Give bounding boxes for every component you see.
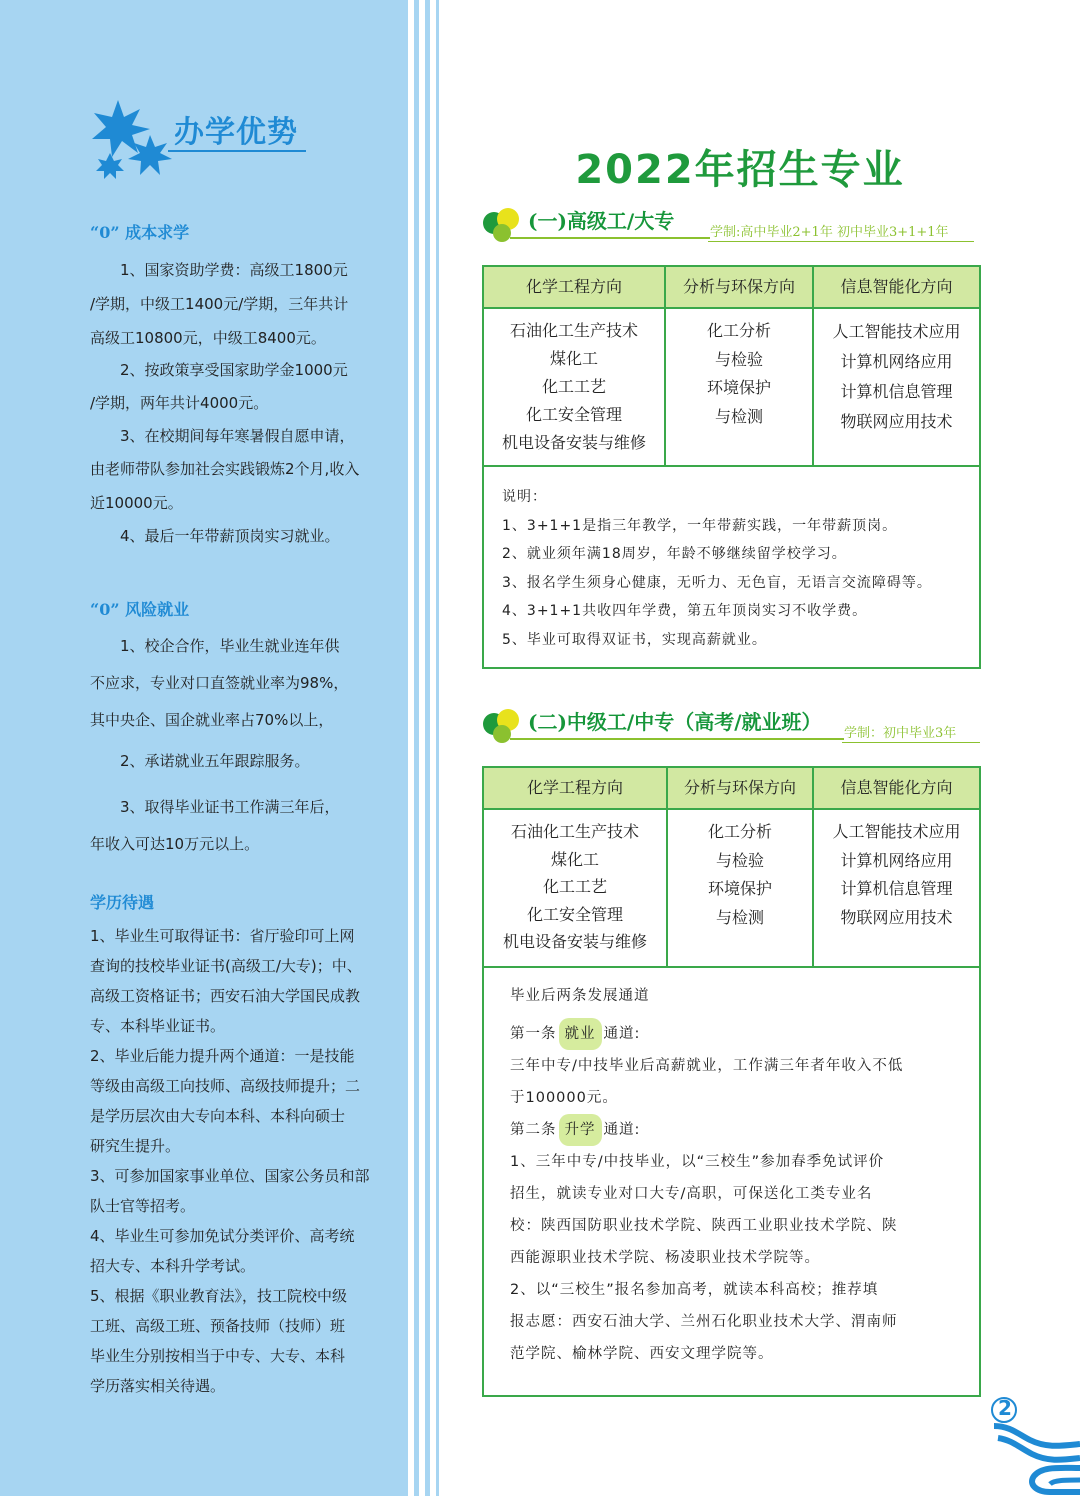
- list-line: 队士官等招考。: [90, 1197, 196, 1215]
- column-header: 化学工程方向: [526, 778, 623, 797]
- subsection-title: (二)中级工/中专（高考/就业班）: [528, 710, 822, 734]
- cell-line: 与检验: [715, 850, 764, 870]
- cell-line: 化工工艺: [541, 377, 606, 396]
- paragraph: [90, 387, 375, 421]
- label: 第一条: [510, 1026, 557, 1042]
- subsection-note: 学制:高中毕业2+1年 初中毕业3+1+1年: [710, 225, 949, 240]
- para-line: 近10000元。: [90, 493, 183, 512]
- column-header: 分析与环保方向: [682, 277, 795, 296]
- text-line: 于100000元。: [510, 1090, 618, 1106]
- circles-icon: [480, 205, 530, 245]
- para-line: 3、取得毕业证书工作满三年后，: [120, 798, 340, 816]
- underline: [842, 742, 980, 743]
- list-line: 专、本科毕业证书。: [90, 1017, 226, 1035]
- cell-line: 物联网应用技术: [840, 412, 953, 431]
- education-list: [90, 921, 380, 1401]
- highlight-badge: 升学: [559, 1114, 602, 1146]
- para-line: 高级工10800元，中级工8400元。: [90, 328, 326, 347]
- cell-line: 石油化工生产技术: [509, 321, 638, 340]
- list-line: 毕业生分别按相当于中专、大专、本科: [90, 1347, 346, 1365]
- list-line: 4、毕业生可参加免试分类评价、高考统: [90, 1227, 355, 1245]
- cell-line: 计算机网络应用: [840, 850, 953, 870]
- table-cell: [668, 818, 812, 932]
- label: 通道:: [603, 1026, 641, 1042]
- list-line: 高级工资格证书；西安石油大学国民成教: [90, 987, 361, 1005]
- list-line: 是学历层次由大专向本科、本科向硕士: [90, 1107, 346, 1125]
- cell-line: 化工安全管理: [525, 405, 622, 424]
- highlight-badge: 就业: [559, 1018, 602, 1050]
- starburst-icon: [88, 95, 188, 185]
- cell-line: 环境保护: [707, 879, 772, 898]
- pathway-text: [510, 980, 903, 1370]
- table-cell: [484, 317, 664, 457]
- label: 通道:: [603, 1122, 641, 1138]
- text-line: 范学院、榆林学院、西安文理学院等。: [510, 1346, 774, 1362]
- para-line: 1、国家资助学费：高级工1800元: [120, 261, 348, 279]
- section-heading-risk: “0” 风险就业: [90, 600, 190, 619]
- title-underline: [168, 150, 306, 152]
- cell-line: 机电设备安装与维修: [501, 433, 646, 452]
- text-line: 1、三年中专/中技毕业，以“三校生”参加春季免试评价: [510, 1154, 885, 1170]
- para-line: 其中央企、国企就业率占70%以上，: [90, 711, 334, 729]
- text-line: 4、3+1+1共收四年学费，第五年顶岗实习不收学费。: [502, 603, 868, 619]
- text-line: 校：陕西国防职业技术学院、陕西工业职业技术学院、陕: [510, 1218, 898, 1234]
- list-line: 5、根据《职业教育法》，技工院校中级: [90, 1287, 348, 1305]
- paragraph: [90, 628, 375, 739]
- cell-line: 与检测: [714, 406, 763, 426]
- cell-line: 石油化工生产技术: [510, 822, 639, 841]
- cell-line: 计算机信息管理: [840, 382, 953, 401]
- subsection-header-2: [480, 706, 980, 746]
- cell-line: 煤化工: [549, 349, 598, 368]
- label: 第二条: [510, 1122, 557, 1138]
- subsection-header-1: [480, 205, 980, 245]
- paragraph: [90, 789, 375, 863]
- text-line: 三年中专/中技毕业后高薪就业，工作满三年者年收入不低: [510, 1058, 904, 1074]
- cell-line: 与检验: [714, 349, 763, 369]
- cell-line: 化工分析: [707, 822, 772, 841]
- cell-line: 计算机信息管理: [840, 879, 953, 898]
- para-line: 2、按政策享受国家助学金1000元: [120, 361, 348, 379]
- cell-line: 环境保护: [706, 378, 771, 397]
- list-line: 等级由高级工向技师、高级技师提升；二: [90, 1077, 361, 1095]
- text-line: 3、报名学生须身心健康，无听力、无色盲，无语言交流障碍等。: [502, 574, 932, 591]
- subsection-note: 学制：初中毕业3年: [844, 726, 957, 741]
- paragraph: [90, 520, 375, 554]
- table-cell: [814, 317, 979, 437]
- para-line: 1、校企合作，毕业生就业连年供: [120, 637, 340, 655]
- cell-line: 机电设备安装与维修: [502, 932, 647, 951]
- cell-line: 化工工艺: [542, 877, 607, 896]
- para-line: /学期，两年共计4000元。: [90, 394, 269, 412]
- cell-line: 化工安全管理: [526, 904, 623, 924]
- divider-stripe: [436, 0, 439, 1496]
- paragraph: [90, 354, 375, 388]
- table-notes: [502, 483, 932, 654]
- cell-line: 人工智能技术应用: [832, 822, 961, 841]
- row-divider: [484, 465, 979, 467]
- para-line: 2、承诺就业五年跟踪服务。: [120, 752, 310, 770]
- paragraph: [90, 254, 375, 288]
- cell-line: 物联网应用技术: [840, 907, 953, 927]
- list-line: 工班、高级工班、预备技师（技师）班: [90, 1317, 346, 1335]
- column-header: 化学工程方向: [525, 277, 622, 296]
- para-line: /学期，中级工1400元/学期，三年共计: [90, 295, 349, 313]
- page-number-emblem: [990, 1396, 1080, 1496]
- page-title: 2022年招生专业: [575, 147, 905, 193]
- row-divider: [484, 966, 979, 968]
- list-line: 3、可参加国家事业单位、国家公务员和部: [90, 1167, 370, 1185]
- text-line: 2、就业须年满18周岁，年龄不够继续留学校学习。: [502, 546, 847, 562]
- column-header: 信息智能化方向: [840, 277, 953, 296]
- text-line: 西能源职业技术学院、杨凌职业技术学院等。: [510, 1250, 820, 1266]
- underline: [708, 241, 974, 242]
- cell-line: 与检测: [715, 907, 764, 927]
- list-line: 查询的技校毕业证书(高级工/大专)；中、: [90, 957, 362, 975]
- column-header: 分析与环保方向: [683, 778, 796, 797]
- cell-line: 计算机网络应用: [840, 352, 953, 371]
- underline: [510, 738, 844, 740]
- paragraph: [90, 745, 375, 779]
- underline: [510, 237, 710, 239]
- text-line: 2、以“三校生”报名参加高考，就读本科高校；推荐填: [510, 1282, 879, 1298]
- section-heading-education: 学历待遇: [90, 893, 155, 912]
- page-number: 2: [998, 1396, 1012, 1420]
- cell-line: 煤化工: [550, 849, 599, 869]
- major-table-2: [482, 766, 981, 1397]
- para-line: 4、最后一年带薪顶岗实习就业。: [120, 527, 340, 545]
- left-title: 办学优势: [174, 115, 298, 150]
- section-heading-cost: “0” 成本求学: [90, 223, 190, 242]
- paragraph: [90, 453, 375, 520]
- list-line: 招大专、本科升学考试。: [90, 1257, 256, 1275]
- para-line: 不应求，专业对口直签就业率为98%，: [90, 674, 349, 692]
- circles-icon: [480, 706, 530, 746]
- text-line: 招生，就读专业对口大专/高职，可保送化工类专业名: [510, 1186, 873, 1202]
- list-line: 研究生提升。: [90, 1137, 181, 1155]
- pathway-2-title: [510, 1114, 903, 1146]
- major-table-1: [482, 265, 981, 669]
- para-line: 由老师带队参加社会实践锻炼2个月,收入: [90, 460, 360, 478]
- table-cell: [814, 818, 979, 932]
- cell-line: 化工分析: [706, 321, 771, 340]
- list-line: 1、毕业生可取得证书：省厅验印可上网: [90, 927, 355, 945]
- text-line: 1、3+1+1是指三年教学，一年带薪实践，一年带薪顶岗。: [502, 517, 898, 534]
- left-section-header: [88, 95, 318, 185]
- pathway-intro: 毕业后两条发展通道: [510, 988, 650, 1004]
- pathway-1-title: [510, 1018, 903, 1050]
- notes-title: 说明：: [502, 489, 547, 505]
- paragraph: [90, 288, 375, 355]
- subsection-title: (一)高级工/大专: [528, 209, 675, 233]
- para-line: 年收入可达10万元以上。: [90, 835, 260, 853]
- table-cell: [484, 818, 666, 956]
- text-line: 5、毕业可取得双证书，实现高薪就业。: [502, 631, 767, 648]
- paragraph: [90, 420, 375, 454]
- list-line: 学历落实相关待遇。: [90, 1377, 226, 1395]
- column-header: 信息智能化方向: [840, 778, 953, 797]
- table-cell: [666, 317, 812, 431]
- text-line: 报志愿：西安石油大学、兰州石化职业技术大学、渭南师: [510, 1314, 898, 1330]
- para-line: 3、在校期间每年寒暑假自愿申请，: [120, 427, 355, 445]
- list-line: 2、毕业后能力提升两个通道：一是技能: [90, 1047, 355, 1065]
- cell-line: 人工智能技术应用: [832, 322, 961, 341]
